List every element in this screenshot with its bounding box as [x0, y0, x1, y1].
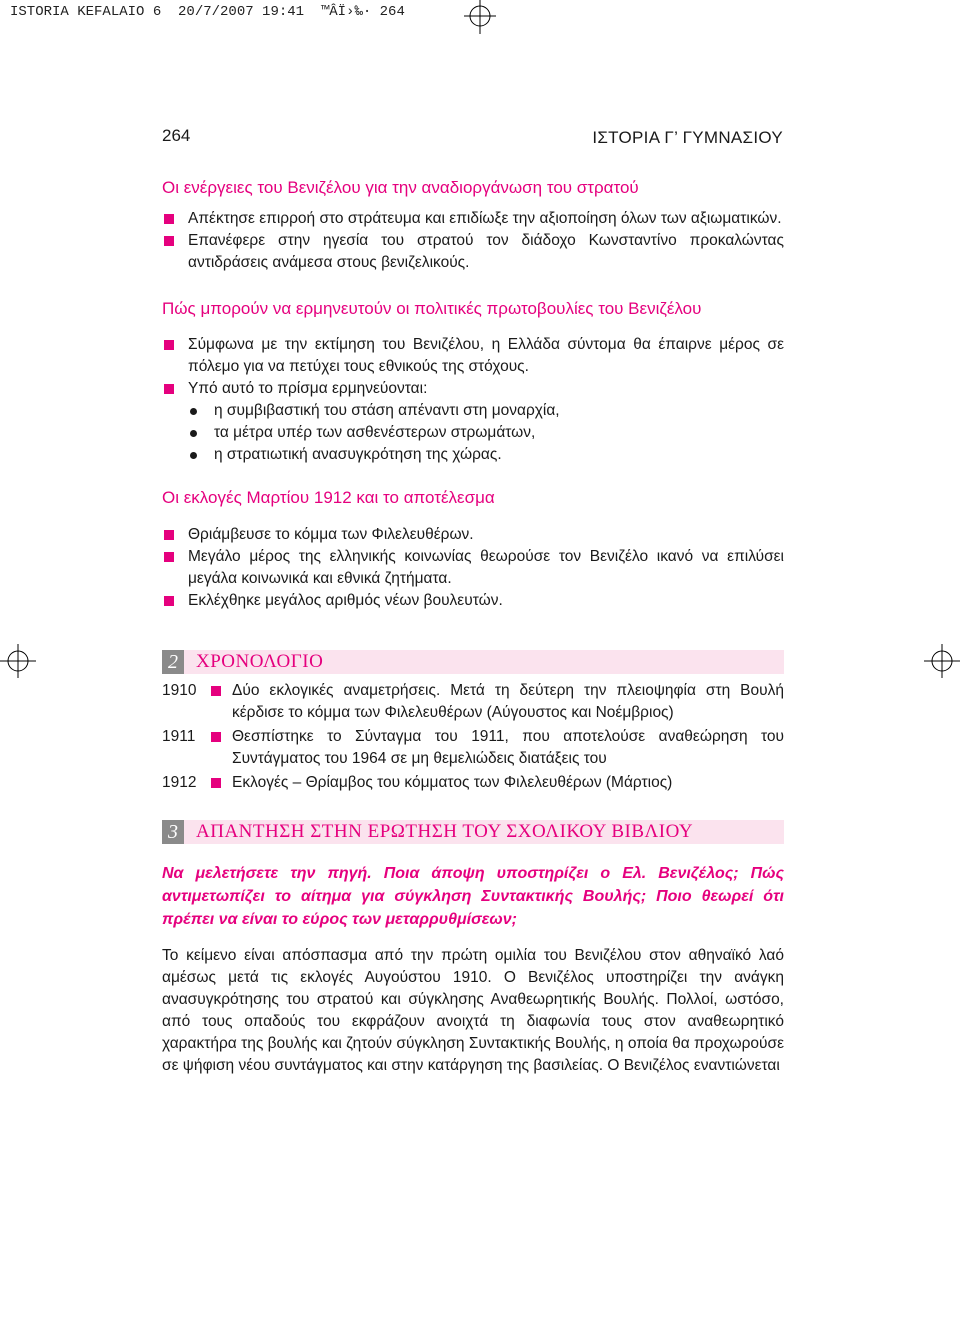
section-number: 2	[162, 650, 184, 674]
section-heading-initiatives: Πώς μπορούν να ερμηνευτούν οι πολιτικές πρωτοβουλίες του Βενιζέλου	[162, 299, 702, 318]
chronology-text: Θεσπίστηκε το Σύνταγμα του 1911, που αποτελούσε αναθεώρηση του Συντάγματος του 1964 σε μη θεμελιώδεις διατάξεις του	[232, 728, 784, 767]
square-bullet-icon	[211, 778, 221, 788]
running-head: ΙΣΤΟΡΙΑ Γ’ ΓΥΜΝΑΣΙΟΥ	[592, 128, 783, 147]
chronology-entry	[162, 726, 784, 770]
section-heading-elections: Οι εκλογές Μαρτίου 1912 και το αποτέλεσμα	[162, 488, 495, 507]
section-title: ΧΡΟΝΟΛΟΓΙΟ	[196, 651, 324, 672]
chronology-text: Εκλογές – Θρίαμβος του κόμματος των Φιλελευθέρων (Μάρτιος)	[232, 774, 673, 791]
list-item: Εκλέχθηκε μεγάλος αριθμός νέων βουλευτών.	[162, 590, 784, 612]
sub-list-item: τα μέτρα υπέρ των ασθενέστερων στρωμάτων,	[162, 422, 784, 444]
list-item: Μεγάλο μέρος της ελληνικής κοινωνίας θεωρούσε τον Βενιζέλο ικανό να επιλύσει μεγάλα κοινωνικά και εθνικά ζητήματα.	[162, 546, 784, 590]
chronology-year: 1911	[162, 728, 196, 745]
answer-bar	[162, 820, 784, 844]
list-item: Σύμφωνα με την εκτίμηση του Βενιζέλου, η Ελλάδα σύντομα θα έπαιρνε μέρος σε πόλεμο για να πετύχει τους εθνικούς της στόχους.	[162, 334, 784, 378]
sub-list-item: η στρατιωτική ανασυγκρότηση της χώρας.	[162, 444, 784, 466]
square-bullet-icon	[164, 552, 174, 562]
round-bullet-icon	[190, 408, 197, 415]
square-bullet-icon	[164, 384, 174, 394]
list-item: Επανέφερε στην ηγεσία του στρατού τον διάδοχο Κωνσταντίνο προκαλώντας αντιδράσεις ανάμεσα στους βενιζελικούς.	[162, 230, 784, 274]
registration-mark-left	[0, 644, 36, 678]
chronology-entry	[162, 772, 784, 794]
chronology-text: Δύο εκλογικές αναμετρήσεις. Μετά τη δεύτερη την πλειοψηφία στη Βουλή κέρδισε το κόμμα των Φιλελευθέρων (Αύγουστος και Νοέμβριος)	[232, 682, 784, 721]
textbook-question: Να μελετήσετε την πηγή. Ποια άποψη υποστηρίζει ο Ελ. Βενιζέλος; Πώς αντιμετωπίζει το αίτημα για σύγκληση Συντακτικής Βουλής; Ποιο θεωρεί ότι πρέπει να είναι το εύρος των μεταρρυθμίσεων;	[162, 865, 784, 928]
list-item: Υπό αυτό το πρίσμα ερμηνεύονται:	[162, 378, 784, 400]
chronology-entry	[162, 680, 784, 724]
page-number: 264	[162, 126, 191, 145]
list-item: Θριάμβευσε το κόμμα των Φιλελευθέρων.	[162, 524, 784, 546]
chronology-year: 1912	[162, 774, 197, 791]
page-content	[162, 176, 784, 1077]
section-title: ΑΠΑΝΤΗΣΗ ΣΤΗΝ ΕΡΩΤΗΣΗ ΤΟΥ ΣΧΟΛΙΚΟΥ ΒΙΒΛΙΟΥ	[196, 821, 694, 842]
square-bullet-icon	[164, 596, 174, 606]
square-bullet-icon	[211, 732, 221, 742]
round-bullet-icon	[190, 430, 197, 437]
square-bullet-icon	[211, 686, 221, 696]
chronology-year: 1910	[162, 682, 197, 699]
list-item: Απέκτησε επιρροή στο στράτευμα και επιδίωξε την αξιοποίηση όλων των αξιωματικών.	[162, 208, 784, 230]
square-bullet-icon	[164, 236, 174, 246]
section-number: 3	[162, 820, 184, 844]
chronology-bar	[162, 650, 784, 674]
registration-mark-top	[464, 0, 496, 36]
square-bullet-icon	[164, 530, 174, 540]
square-bullet-icon	[164, 214, 174, 224]
sub-list-item: η συμβιβαστική του στάση απέναντι στη μοναρχία,	[162, 400, 784, 422]
registration-mark-right	[924, 644, 960, 678]
square-bullet-icon	[164, 340, 174, 350]
answer-text: Το κείμενο είναι απόσπασμα από την πρώτη ομιλία του Βενιζέλου στον αθηναϊκό λαό αμέσως μετά τις εκλογές Αυγούστου 1910. Ο Βενιζέλος υποστηρίζει την ανάγκη ανασυγκρότησης του στρατού και σύγκλησης Αναθεωρητικής Βουλής. Πολλοί, ωστόσο, από τους οπαδούς του εκφράζουν ανοιχτά τη διαφωνία τους στον αναθεωρητικό χαρακτήρα της βουλής και ζητούν σύγκληση Συντακτικής Βουλής, η οποία θα προχωρούσε σε ψήφιση νέου συντάγματος και στην κατάργηση της βασιλείας. Ο Βενιζέλος εναντιώνεται	[162, 947, 784, 1074]
round-bullet-icon	[190, 452, 197, 459]
print-slug: ISTORIA KEFALAIO 6 20/7/2007 19:41 ™ÂÏ›‰· 264	[10, 4, 405, 20]
section-heading-army: Οι ενέργειες του Βενιζέλου για την αναδιοργάνωση του στρατού	[162, 178, 639, 197]
